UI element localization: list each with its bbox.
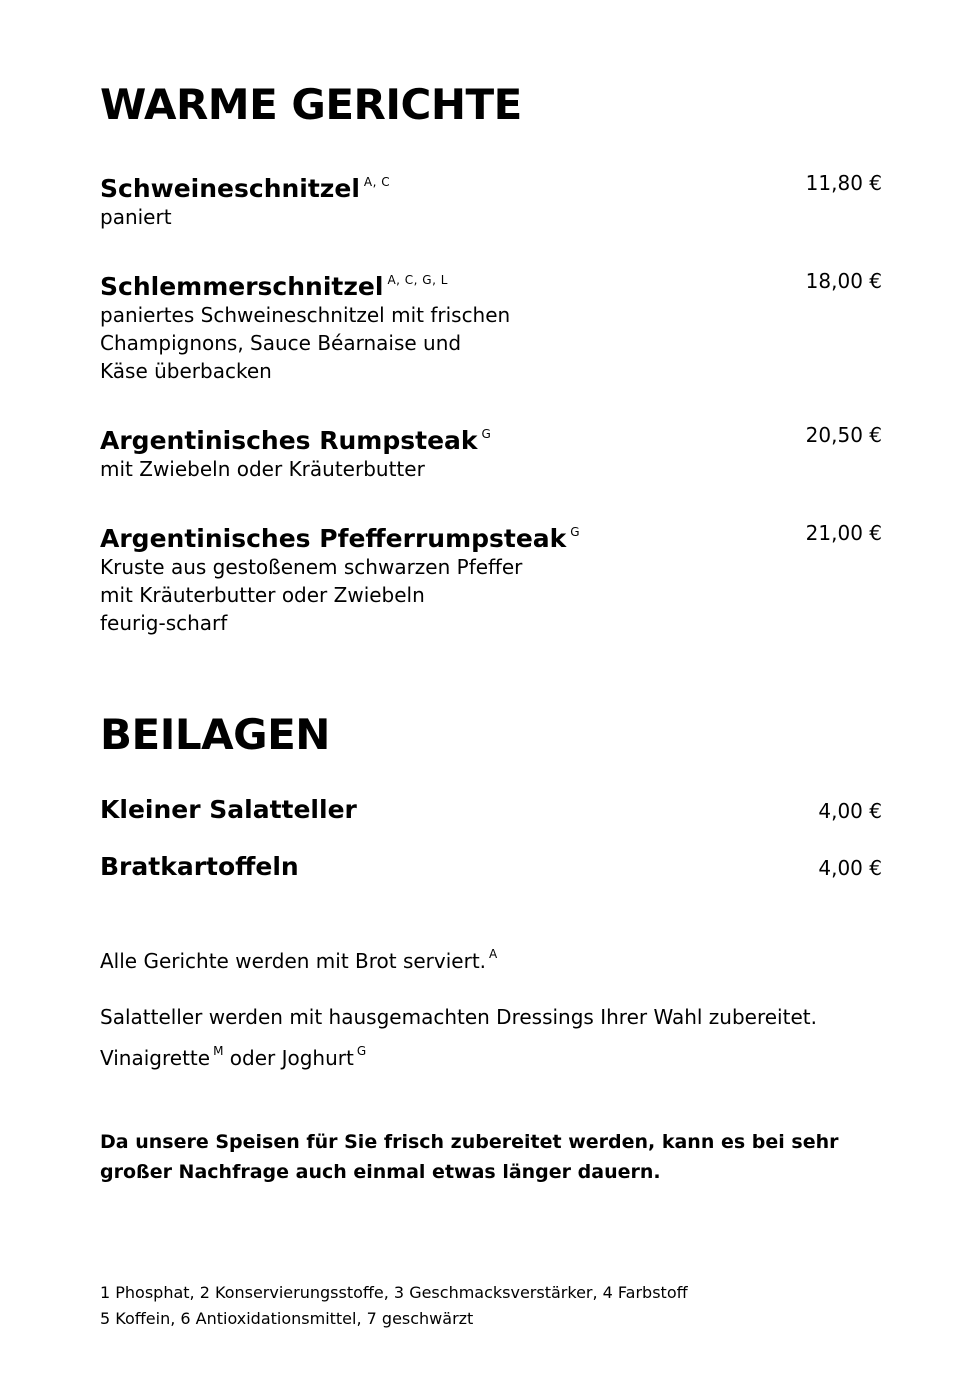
section-title-beilagen: BEILAGEN [100,710,330,759]
dish-name: Argentinisches Pfefferrumpsteak [100,524,567,553]
wait-time-note-line: Da unsere Speisen für Sie frisch zubereitet werden, kann es bei sehr [100,1131,839,1153]
bread-note-text: Alle Gerichte werden mit Brot serviert. [100,949,487,973]
dish-allergens: G [570,525,581,539]
dish-name: Schweineschnitzel [100,174,360,203]
dressing-vinaigrette-allergen: M [213,1044,224,1058]
bread-note-allergen: A [489,947,498,961]
dish-price: 18,00 € [805,269,882,293]
dressing-joghurt-allergen: G [356,1044,367,1058]
dish-description-line: mit Zwiebeln oder Kräuterbutter [100,457,425,481]
dish-description [100,203,882,231]
dish-description-line: Champignons, Sauce Béarnaise und [100,331,462,355]
dish-description [100,301,882,385]
dish-price: 21,00 € [805,521,882,545]
dish-price: 20,50 € [805,423,882,447]
dish-description-line: mit Kräuterbutter oder Zwiebeln [100,583,425,607]
dish-description-line: paniert [100,205,172,229]
dish-name: Schlemmerschnitzel [100,272,384,301]
dressing-vinaigrette: Vinaigrette [100,1046,211,1070]
dish-description [100,455,882,483]
wait-time-note [100,1127,890,1187]
side-item [100,853,882,881]
dish-name: Argentinisches Rumpsteak [100,426,478,455]
salad-note-text: Salatteller werden mit hausgemachten Dressings Ihrer Wahl zubereitet. [100,1005,817,1029]
salad-note [100,1000,900,1075]
dish-allergens: G [481,427,492,441]
wait-time-note-line: großer Nachfrage auch einmal etwas länger dauern. [100,1161,661,1183]
dish-item [100,518,882,637]
side-price: 4,00 € [818,799,882,823]
bread-note [100,937,900,978]
section-title-warme-gerichte: WARME GERICHTE [100,80,522,129]
side-price: 4,00 € [818,856,882,880]
dish-item [100,266,882,385]
dressing-options [100,1034,900,1075]
additives-footnote [100,1280,688,1332]
dish-allergens: A, C [363,175,391,189]
side-item [100,796,882,824]
dish-description-line: Kruste aus gestoßenem schwarzen Pfeffer [100,555,523,579]
dish-price: 11,80 € [805,171,882,195]
dish-description [100,553,882,637]
dish-description-line: Käse überbacken [100,359,272,383]
menu-page [100,0,882,1391]
dish-item [100,420,882,483]
footnote-line: 5 Koffein, 6 Antioxidationsmittel, 7 geschwärzt [100,1309,474,1328]
dish-allergens: A, C, G, L [387,273,448,287]
dish-description-line: paniertes Schweineschnitzel mit frischen [100,303,511,327]
side-name: Kleiner Salatteller [100,795,357,824]
dish-item [100,168,882,231]
dressing-joghurt: oder Joghurt [229,1046,354,1070]
side-name: Bratkartoffeln [100,852,299,881]
footnote-line: 1 Phosphat, 2 Konservierungsstoffe, 3 Geschmacksverstärker, 4 Farbstoff [100,1283,688,1302]
dish-description-line: feurig-scharf [100,611,228,635]
